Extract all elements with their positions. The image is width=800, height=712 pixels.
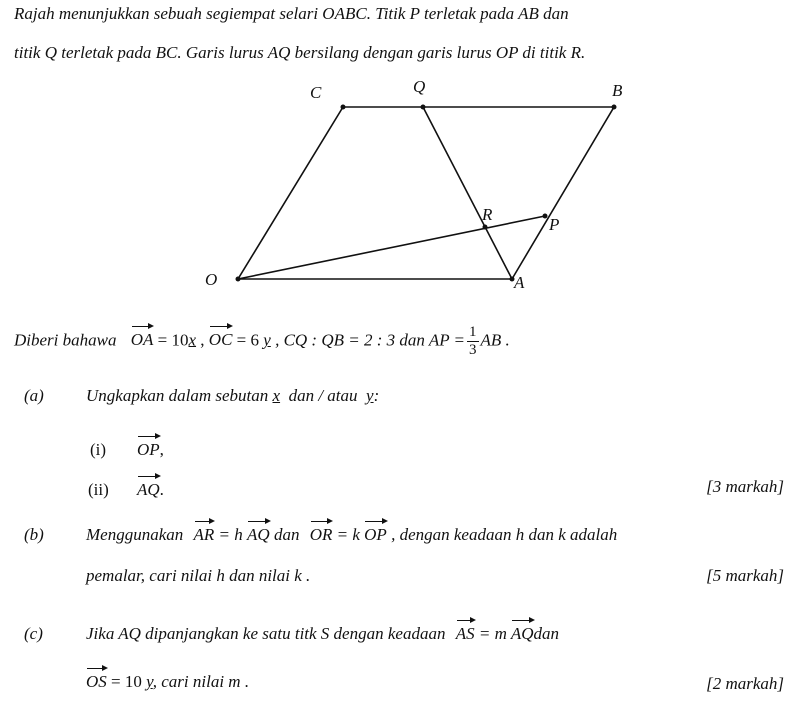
part-a-x: x <box>272 386 281 405</box>
vector-as: AS <box>455 624 475 643</box>
line-op <box>238 216 545 279</box>
vector-aq-b: AQ <box>247 525 270 544</box>
line-aq <box>423 107 512 279</box>
point-o <box>236 277 241 282</box>
label-p: P <box>549 215 560 234</box>
parallelogram-oabc <box>238 107 614 279</box>
part-a-ii: AQ. <box>137 480 164 499</box>
vector-x: x <box>188 330 197 350</box>
given-statement: Diberi bahawa OA = 10x , OC = 6 y , CQ : QB = 2 : 3 dan AP = $\frac{1}{3}$ AB . <box>14 324 510 358</box>
part-b-marks: [5 markah] <box>706 566 784 585</box>
part-c-y: y <box>146 672 153 691</box>
vector-ar: AR <box>193 525 215 544</box>
label-c: C <box>310 83 322 102</box>
part-a-y: y <box>366 386 374 405</box>
part-a-ii-label: (ii) <box>88 480 109 499</box>
vector-aq-c: AQ <box>510 624 534 643</box>
intro-line-2: titik Q terletak pada BC. Garis lurus AQ bersilang dengan garis lurus OP di titik R. <box>14 43 586 62</box>
vector-op: OP <box>137 440 160 459</box>
vector-op-b: OP <box>364 525 387 544</box>
part-a-i-label: (i) <box>90 440 107 459</box>
label-q: Q <box>413 77 426 96</box>
intro-line-1: Rajah menunjukkan sebuah segiempat selari OABC. Titik P terletak pada AB dan <box>14 4 569 23</box>
vector-or: OR <box>309 525 333 544</box>
given-prefix: Diberi bahawa <box>14 330 117 350</box>
part-a-i: OP, <box>137 440 164 459</box>
part-a-label: (a) <box>24 386 44 405</box>
vector-aq: AQ <box>137 480 160 499</box>
label-o: O <box>205 270 218 289</box>
part-c-line-1: Jika AQ dipanjangkan ke satu titk S dengan keadaan AS = m AQdan <box>86 624 560 643</box>
part-c-label: (c) <box>24 624 43 643</box>
label-r: R <box>482 205 493 224</box>
part-b-label: (b) <box>24 525 44 544</box>
point-p <box>543 214 548 219</box>
label-b: B <box>612 81 623 100</box>
ratio-text: , CQ : QB = 2 : 3 dan AP = <box>275 330 466 350</box>
label-a: A <box>514 273 525 292</box>
point-b <box>612 105 617 110</box>
part-a-marks: [3 markah] <box>706 477 784 496</box>
point-r <box>483 225 488 230</box>
part-b-line-2: pemalar, cari nilai h dan nilai k . <box>86 566 311 585</box>
vector-os: OS <box>86 672 107 691</box>
part-b-line-1: Menggunakan AR = h AQ dan OR = k OP , dengan keadaan h dan k adalah <box>86 525 618 544</box>
oc-equals: = 6 <box>236 330 260 350</box>
point-q <box>421 105 426 110</box>
vector-oa: OA <box>130 330 154 350</box>
part-a-question: Ungkapkan dalam sebutan x dan / atau y: <box>86 386 380 405</box>
fraction-one-third: $\frac{1}{3}$ <box>469 324 477 358</box>
vector-oc: OC <box>208 330 233 350</box>
ab-text: AB . <box>480 330 510 350</box>
point-c <box>341 105 346 110</box>
oa-equals: = 10 <box>157 330 189 350</box>
vector-y: y <box>263 330 271 350</box>
part-c-marks: [2 markah] <box>706 674 784 693</box>
part-c-line-2: OS = 10 y, cari nilai m . <box>86 672 250 691</box>
